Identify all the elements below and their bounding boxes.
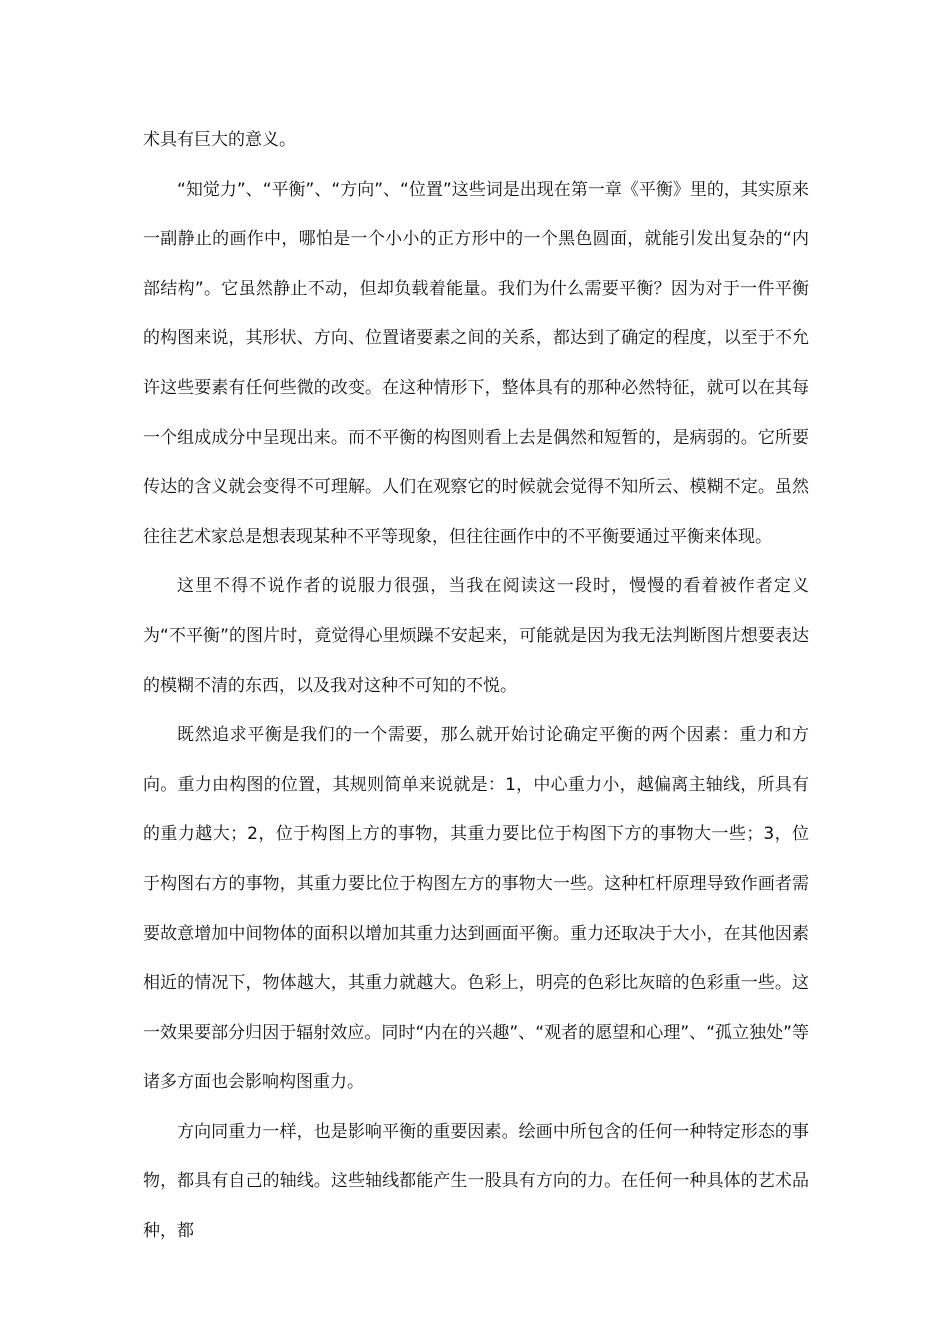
paragraph-direction: 方向同重力一样，也是影响平衡的重要因素。绘画中所包含的任何一种特定形态的事物，都具有自己的轴线。这些轴线都能产生一股具有方向的力。在任何一种具体的艺术品种，都 <box>143 1121 809 1242</box>
paragraph-gravity: 既然追求平衡是我们的一个需要，那么就开始讨论确定平衡的两个因素：重力和方向。重力由构图的位置，其规则简单来说就是：1，中心重力小，越偏离主轴线，所具有的重力越大；2，位于构图上方的事物，其重力要比位于构图下方的事物大一些；3，位于构图右方的事物，其重力要比位于构图左方的事物大一些。这种杠杆原理导致作画者需要故意增加中间物体的面积以增加其重力达到画面平衡。重力还取决于大小，在其他因素相近的情况下，物体越大，其重力就越大。色彩上，明亮的色彩比灰暗的色彩重一些。这一效果要部分归因于辐射效应。同时“内在的兴趣”、“观者的愿望和心理”、“孤立独处”等诸多方面也会影响构图重力。 <box>143 725 809 1093</box>
paragraph-continuation: 术具有巨大的意义。 <box>143 130 296 150</box>
paragraph-reader-reaction: 这里不得不说作者的说服力很强，当我在阅读这一段时，慢慢的看着被作者定义为“不平衡”的图片时，竟觉得心里烦躁不安起来，可能就是因为我无法判断图片想要表达的模糊不清的东西，以及我对这种不可知的不悦。 <box>143 576 809 696</box>
paragraph-balance-intro: “知觉力”、“平衡”、“方向”、“位置”这些词是出现在第一章《平衡》里的，其实原来一副静止的画作中，哪怕是一个小小的正方形中的一个黑色圆面，就能引发出复杂的“内部结构”。它虽然静止不动，但却负载着能量。我们为什么需要平衡？因为对于一件平衡的构图来说，其形状、方向、位置诸要素之间的关系，都达到了确定的程度，以至于不允许这些要素有任何些微的改变。在这种情形下，整体具有的那种必然特征，就可以在其每一个组成成分中呈现出来。而不平衡的构图则看上去是偶然和短暂的，是病弱的。它所要传达的含义就会变得不可理解。人们在观察它的时候就会觉得不知所云、模糊不定。虽然往往艺术家总是想表现某种不平等现象，但往往画作中的不平衡要通过平衡来体现。 <box>143 179 809 547</box>
document-page <box>143 116 809 1257</box>
